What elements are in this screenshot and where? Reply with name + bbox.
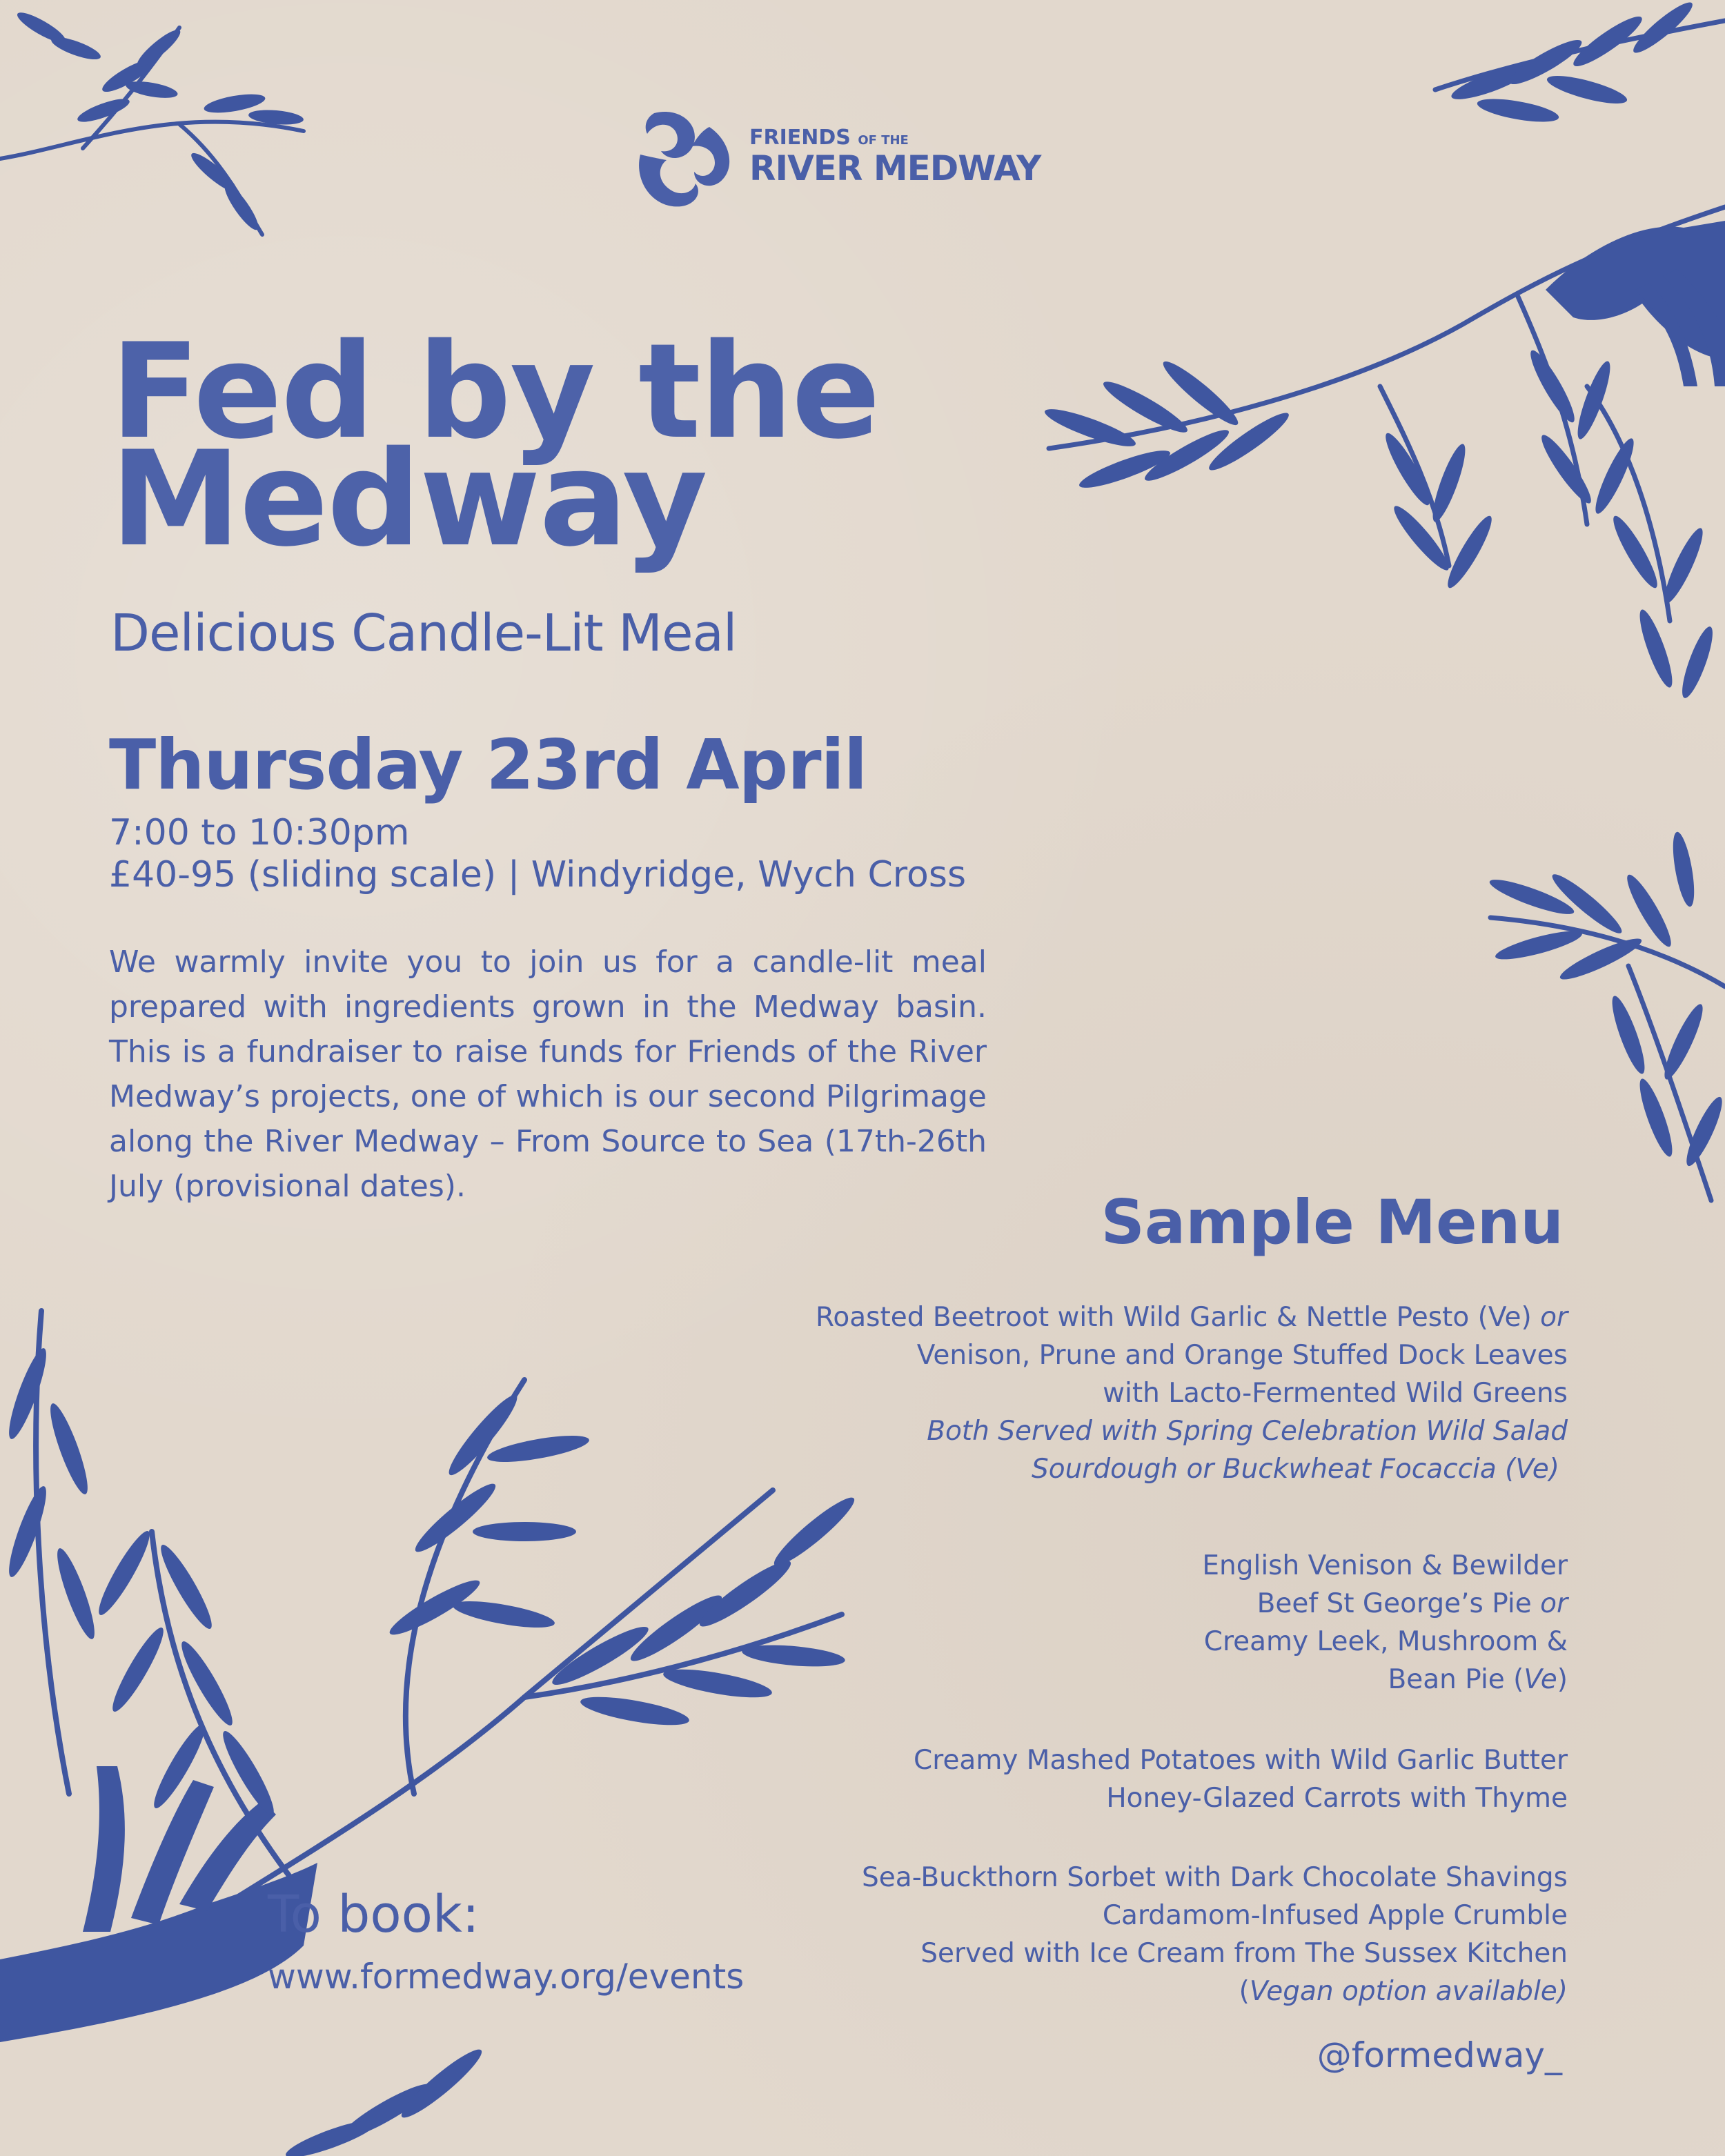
menu-line: Served with Ice Cream from The Sussex Kitchen — [920, 1938, 1568, 1969]
booking-link[interactable]: www.formedway.org/events — [268, 1957, 745, 1997]
leaf-branch-top-right-icon — [1021, 0, 1725, 759]
menu-line: Honey-Glazed Carrots with Thyme — [1106, 1783, 1568, 1814]
event-date: Thursday 23rd April — [109, 724, 867, 805]
menu-line: Roasted Beetroot with Wild Garlic & Nettle Pesto (Ve) or — [816, 1302, 1568, 1333]
menu-starters — [816, 1298, 1568, 1488]
title-line-2: Medway — [110, 422, 707, 575]
social-handle[interactable]: @formedway_ — [1317, 2035, 1562, 2075]
menu-line: Creamy Leek, Mushroom & — [1203, 1626, 1568, 1657]
logo — [627, 99, 1096, 221]
menu-line: English Venison & Bewilder — [1202, 1550, 1568, 1581]
booking-label: To book: — [268, 1885, 480, 1944]
menu-line: Venison, Prune and Orange Stuffed Dock Leaves — [916, 1340, 1568, 1371]
logo-line-1: FRIENDS OF THE — [749, 126, 909, 150]
menu-line: Both Served with Spring Celebration Wild Salad — [927, 1416, 1568, 1447]
menu-line: Beef St George’s Pie or — [1256, 1588, 1568, 1619]
menu-title: Sample Menu — [1101, 1187, 1564, 1258]
menu-line: Bean Pie (Ve) — [1388, 1664, 1568, 1695]
title-line-1: Fed by the — [110, 315, 880, 468]
logo-text — [749, 126, 1041, 188]
menu-line: Sea-Buckthorn Sorbet with Dark Chocolate Shavings — [862, 1862, 1568, 1893]
river-swirl-logo-icon — [627, 99, 744, 217]
leaf-branch-right-middle-icon — [1477, 828, 1725, 1214]
menu-desserts — [862, 1859, 1568, 2010]
menu-mains — [1202, 1547, 1568, 1699]
page-title — [110, 315, 880, 575]
menu-line: with Lacto-Fermented Wild Greens — [1103, 1378, 1568, 1409]
menu-line: (Vegan option available) — [1239, 1976, 1568, 2007]
menu-line: Sourdough or Buckwheat Focaccia (Ve) — [1031, 1454, 1559, 1485]
menu-sides — [914, 1741, 1568, 1817]
subtitle: Delicious Candle-Lit Meal — [110, 604, 737, 663]
logo-line-2: RIVER MEDWAY — [749, 148, 1041, 188]
event-time: 7:00 to 10:30pm — [109, 812, 410, 853]
menu-line: Cardamom-Infused Apple Crumble — [1102, 1900, 1568, 1931]
intro-paragraph: We warmly invite you to join us for a candle-lit meal prepared with ingredients grown in the Medway basin. This is a fundraiser to raise funds for Friends of the River Medway’s projects, one of which is our second Pilgrimage along the River Medway – From Source to Sea (17th-26th July (provisional dates). — [109, 945, 987, 1204]
leaf-branch-bottom-left-icon — [0, 1269, 911, 2156]
leaf-branch-top-left-icon — [0, 0, 331, 248]
event-price-location: £40-95 (sliding scale) | Windyridge, Wych Cross — [109, 854, 967, 896]
menu-line: Creamy Mashed Potatoes with Wild Garlic Butter — [914, 1745, 1568, 1776]
